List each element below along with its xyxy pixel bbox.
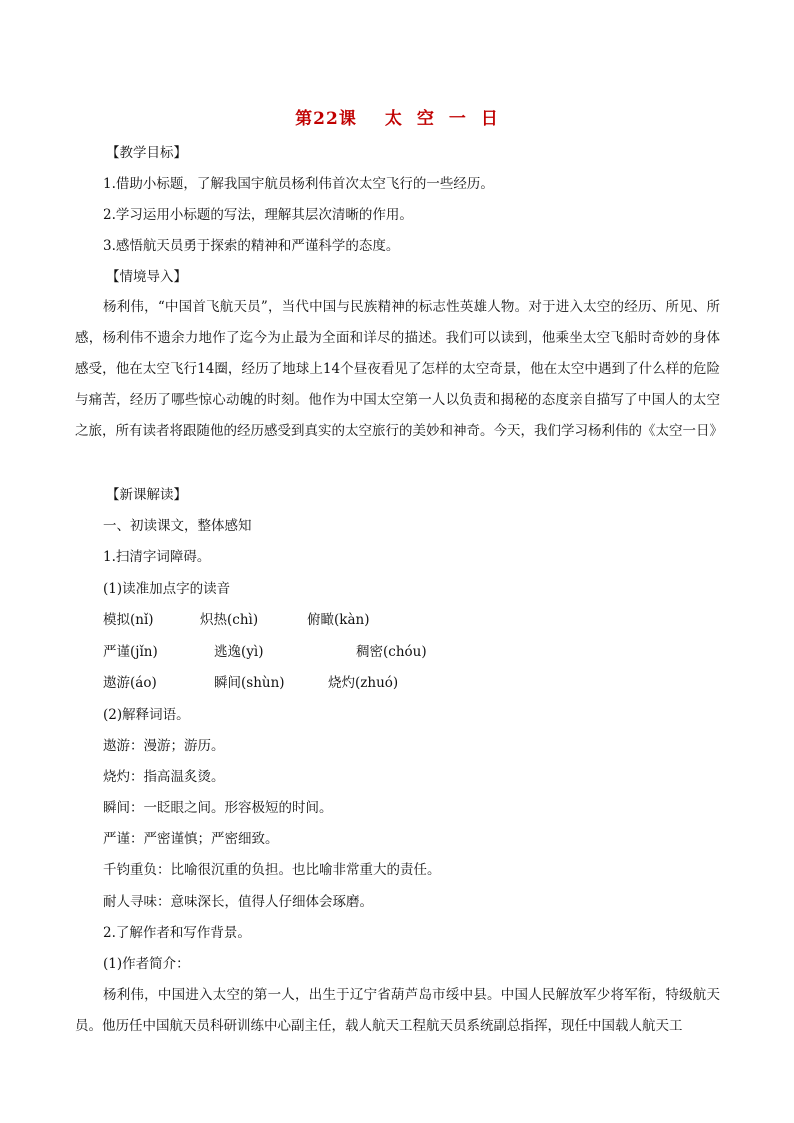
definition-item: 千钧重负：比喻很沉重的负担。也比喻非常重大的责任。 [103, 862, 441, 878]
objective-item: 3.感悟航天员勇于探索的精神和严谨科学的态度。 [103, 238, 400, 254]
substep-title: (1)读准加点字的读音 [103, 581, 231, 597]
objective-item: 2.学习运用小标题的写法，理解其层次清晰的作用。 [103, 207, 413, 223]
author-paragraph: 杨利伟，中国进入太空的第一人，出生于辽宁省葫芦岛市绥中县。中国人民解放军少将军衔，特级航天员。他历任中国航天员科研训练中心副主任，载人航天工程航天员系统副总指挥，现任中国载人航天工 [75, 987, 720, 1034]
substep-title: (2)解释词语。 [103, 707, 190, 723]
title-char: 空 [416, 109, 435, 129]
definition-item: 瞬间：一眨眼之间。形容极短的时间。 [103, 800, 333, 816]
pinyin-item: 稠密(chóu) [356, 644, 427, 660]
lesson-number: 第22课 [295, 109, 357, 129]
pinyin-item: 遨游(áo) [103, 675, 157, 691]
title-char: 一 [448, 109, 467, 129]
pinyin-item: 烧灼(zhuó) [328, 675, 399, 691]
pinyin-item: 严谨(jǐn) [103, 644, 158, 660]
definition-item: 烧灼：指高温炙烫。 [103, 769, 225, 785]
section-title: 一、初读课文，整体感知 [103, 518, 252, 534]
definition-item: 严谨：严密谨慎；严密细致。 [103, 831, 279, 847]
pinyin-item: 炽热(chì) [200, 612, 259, 628]
title-char: 太 [384, 109, 403, 129]
pinyin-item: 瞬间(shùn) [214, 675, 285, 691]
pinyin-item: 俯瞰(kàn) [307, 612, 370, 628]
page-title [0, 104, 794, 129]
definition-item: 遨游：漫游；游历。 [103, 738, 225, 754]
new-lesson-heading: 【新课解读】 [106, 487, 187, 503]
step-title: 2.了解作者和写作背景。 [103, 925, 251, 941]
substep-title: (1)作者简介： [103, 956, 190, 972]
pinyin-item: 模拟(nǐ) [103, 612, 154, 628]
intro-heading: 【情境导入】 [106, 269, 187, 285]
definition-item: 耐人寻味：意味深长，值得人仔细体会琢磨。 [103, 894, 373, 910]
objective-item: 1.借助小标题，了解我国宇航员杨利伟首次太空飞行的一些经历。 [103, 176, 494, 192]
pinyin-item: 逃逸(yì) [214, 644, 264, 660]
intro-paragraph: 杨利伟，“中国首飞航天员”，当代中国与民族精神的标志性英雄人物。对于进入太空的经历、所见、所感，杨利伟不遗余力地作了迄今为止最为全面和详尽的描述。我们可以读到，他乘坐太空飞船时奇妙的身体感受，他在太空飞行14圈，经历了地球上14个昼夜看见了怎样的太空奇景，他在太空中遇到了什么样的危险与痛苦，经历了哪些惊心动魄的时刻。他作为中国太空第一人以负责和揭秘的态度亲自描写了中国人的太空之旅，所有读者将跟随他的经历感受到真实的太空旅行的美妙和神奇。今天，我们学习杨利伟的《太空一日》 [75, 299, 723, 439]
objectives-heading: 【教学目标】 [106, 145, 187, 161]
step-title: 1.扫清字词障碍。 [103, 549, 211, 565]
title-char: 日 [480, 109, 499, 129]
